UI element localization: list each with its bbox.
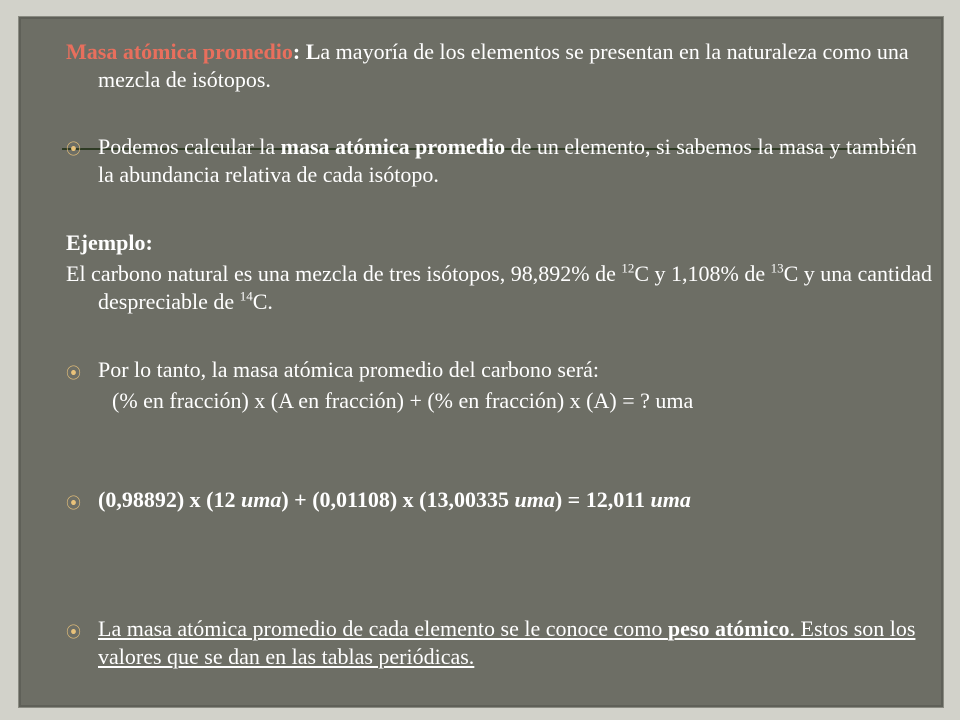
conclusion-bold: peso atómico bbox=[667, 616, 790, 641]
calculation-line bbox=[98, 486, 928, 514]
example-t3: C y una cantidad despreciable de bbox=[98, 261, 933, 314]
bullet-icon: ⦿ bbox=[66, 496, 82, 512]
intro-text: a mayoría de los elementos se presentan en la naturaleza como una mezcla de isótopos. bbox=[98, 39, 909, 92]
example-t4: C. bbox=[252, 289, 273, 314]
formula-line: (% en fracción) x (A en fracción) + (% en fracción) x (A) = ? uma bbox=[112, 388, 694, 413]
calc-unit-2: uma bbox=[514, 487, 555, 512]
calc-unit-1: uma bbox=[240, 487, 282, 512]
example-paragraph bbox=[66, 260, 958, 316]
bullet-icon: ⦿ bbox=[66, 142, 82, 158]
example-t1: El carbono natural es una mezcla de tres isótopos, 98,892% de bbox=[66, 261, 622, 286]
bullet1-pre: Podemos calcular la bbox=[98, 134, 281, 159]
bullet-icon: ⦿ bbox=[66, 366, 82, 382]
term-highlight: Masa atómica promedio bbox=[66, 39, 293, 64]
bullet-calculation-text bbox=[98, 133, 928, 189]
calc-unit-3: uma bbox=[650, 487, 691, 512]
bullet-icon: ⦿ bbox=[66, 625, 82, 641]
calc-b: ) + (0,01108) x (13,00335 bbox=[281, 487, 515, 512]
intro-colon: : bbox=[292, 39, 306, 64]
conclusion-pre: La masa atómica promedio de cada elemento se le conoce como bbox=[98, 616, 668, 641]
bullet-therefore-line: Por lo tanto, la masa atómica promedio del carbono será: bbox=[98, 357, 599, 382]
conclusion-text bbox=[98, 615, 928, 671]
example-t2: C y 1,108% de bbox=[634, 261, 771, 286]
intro-paragraph bbox=[66, 38, 958, 94]
example-heading: Ejemplo: bbox=[66, 230, 153, 255]
intro-initial: L bbox=[305, 39, 321, 64]
bullet1-post: de un elemento, si sabemos la masa y también la abundancia relativa de cada isótopo. bbox=[98, 134, 917, 187]
sup-12: 12 bbox=[621, 260, 635, 276]
conclusion-post: . Estos son los valores que se dan en las tablas periódicas. bbox=[98, 616, 916, 669]
calc-a: (0,98892) x (12 bbox=[98, 487, 241, 512]
calc-c: ) = 12,011 bbox=[554, 487, 651, 512]
sup-13: 13 bbox=[770, 260, 784, 276]
bullet1-bold: masa atómica promedio bbox=[280, 134, 506, 159]
sup-14: 14 bbox=[239, 288, 253, 304]
